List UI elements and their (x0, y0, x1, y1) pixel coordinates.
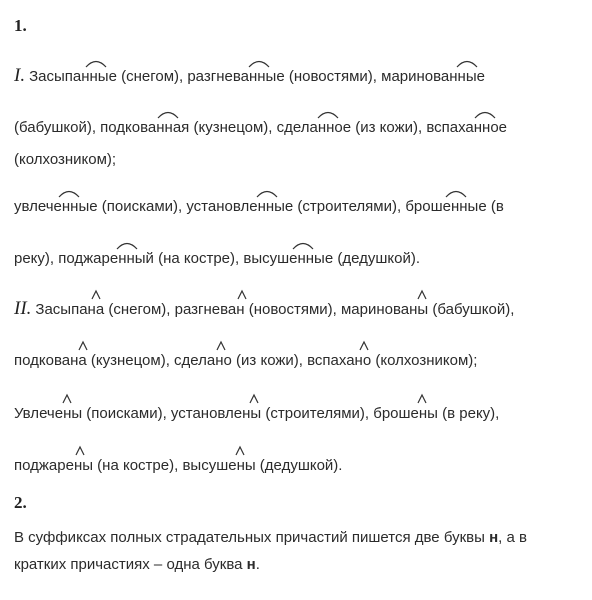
suffix-caret-mark (417, 394, 427, 404)
part2-line-4: поджарены (на костре), высушены (дедушкой). (14, 456, 342, 476)
word-ustanovleny: установлены (171, 404, 261, 424)
letter-n: н (246, 556, 256, 573)
part2-numeral: II. (14, 298, 32, 319)
part1-line-1: I. Засыпанные (снегом), разгневанные (новостями), маринованные (14, 66, 485, 87)
word-uvlechennye: увлеченные (14, 197, 98, 217)
suffix-caret-mark (62, 394, 72, 404)
word-zasypannye: Засыпанные (29, 67, 117, 87)
word-vspakhannoe: вспаханное (426, 118, 507, 138)
suffix-arc-mark (474, 109, 496, 119)
suffix-caret-mark (249, 394, 259, 404)
part1-line-2: (бабушкой), подкованная (кузнецом), сделанное (из кожи), вспаханное (14, 118, 507, 138)
word-broshennye: брошенные (405, 197, 486, 217)
part1-numeral: I. (14, 65, 26, 86)
part2-line-3: Увлечены (поисками), установлены (строителями), брошены (в реку), (14, 404, 499, 424)
word-zasypana: Засыпана (35, 300, 104, 320)
section-2-number: 2. (14, 493, 27, 512)
part1-line-4: увлеченные (поисками), установленные (строителями), брошенные (в (14, 197, 504, 217)
suffix-caret-mark (78, 341, 88, 351)
letter-nn: н (489, 529, 499, 546)
word-podkovana: подкована (14, 351, 87, 371)
suffix-caret-mark (75, 446, 85, 456)
word-ustanovlennye: установленные (186, 197, 293, 217)
suffix-caret-mark (359, 341, 369, 351)
word-vysushennye: высушенные (243, 249, 333, 269)
section-1-number: 1. (14, 16, 27, 35)
suffix-caret-mark (91, 290, 101, 300)
part1-line-3: (колхозником); (14, 151, 117, 168)
word-podzharennyi: поджаренный (58, 249, 154, 269)
word-razgnevan: разгневан (175, 300, 245, 320)
section2-line-1: В суффиксах полных страдательных причастий пишется две буквы н, а в (14, 529, 527, 546)
word-podzhareny: поджарены (14, 456, 93, 476)
suffix-arc-mark (85, 58, 107, 68)
suffix-arc-mark (58, 188, 80, 198)
suffix-arc-mark (292, 240, 314, 250)
word-sdelano: сделано (174, 351, 232, 371)
word-razgnevannye: разгневанные (187, 67, 284, 87)
suffix-caret-mark (237, 290, 247, 300)
suffix-arc-mark (157, 109, 179, 119)
suffix-arc-mark (116, 240, 138, 250)
suffix-caret-mark (235, 446, 245, 456)
suffix-arc-mark (248, 58, 270, 68)
word-sdelannoe: сделанное (277, 118, 351, 138)
word-vysusheny: высушены (182, 456, 255, 476)
suffix-arc-mark (445, 188, 467, 198)
suffix-caret-mark (417, 290, 427, 300)
part2-line-1: II. Засыпана (снегом), разгневан (новостями), маринованы (бабушкой), (14, 299, 514, 320)
word-marinovannye: маринованные (381, 67, 485, 87)
section2-line-2: кратких причастиях – одна буква н. (14, 556, 260, 573)
word-uvlecheny: Увлечены (14, 404, 82, 424)
part2-line-2: подкована (кузнецом), сделано (из кожи), вспахано (колхозником); (14, 351, 477, 371)
suffix-arc-mark (317, 109, 339, 119)
suffix-caret-mark (216, 341, 226, 351)
part1-line-5: реку), поджаренный (на костре), высушенные (дедушкой). (14, 249, 420, 269)
word-podkovannaya: подкованная (100, 118, 189, 138)
suffix-arc-mark (456, 58, 478, 68)
word-marinovany: маринованы (341, 300, 428, 320)
suffix-arc-mark (256, 188, 278, 198)
word-vspakhano: вспахано (307, 351, 371, 371)
word-brosheny: брошены (373, 404, 438, 424)
